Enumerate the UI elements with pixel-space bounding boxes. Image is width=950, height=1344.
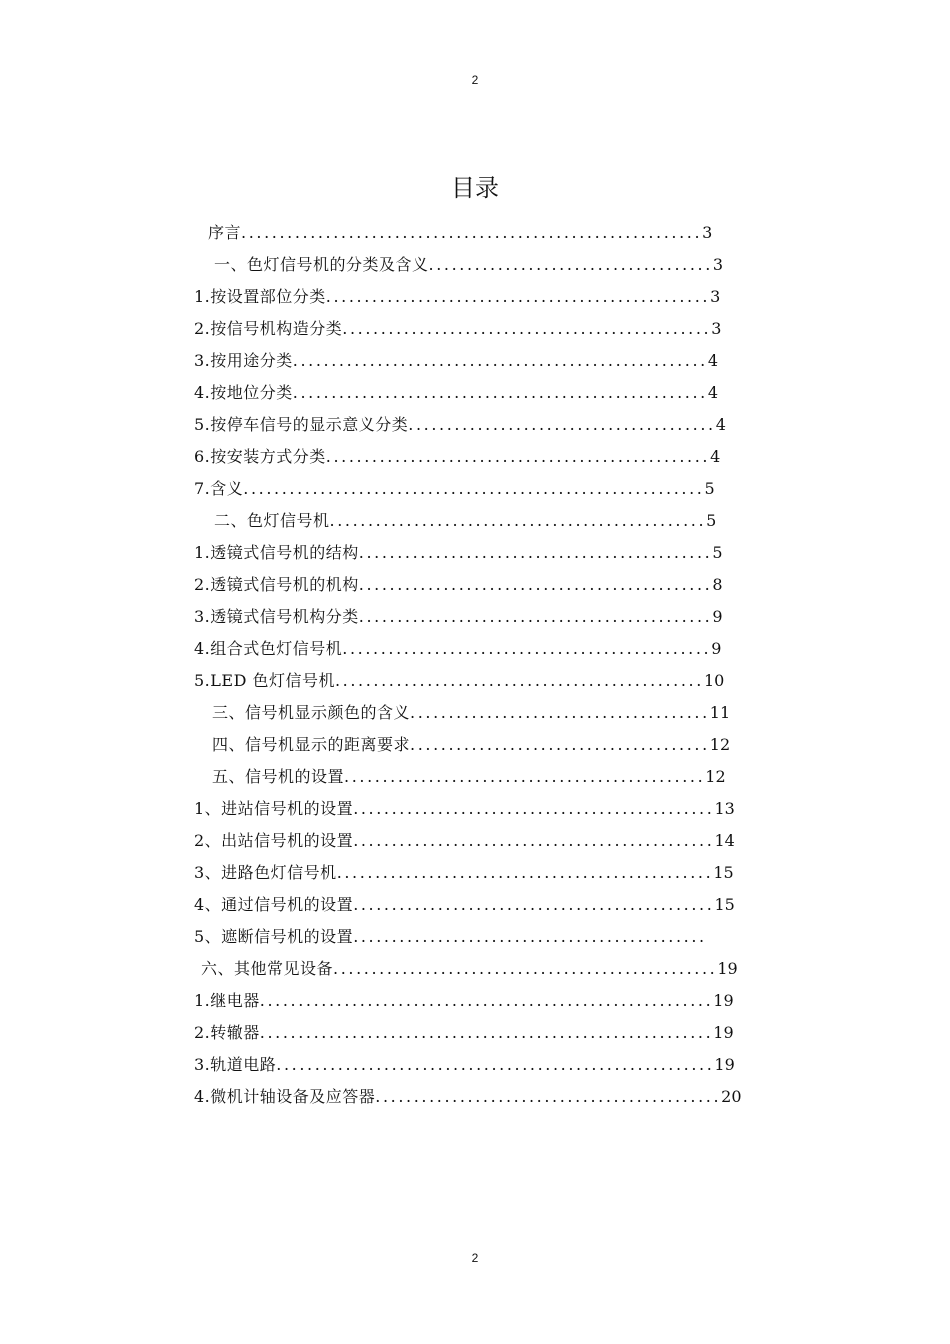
toc-entry-title: 六、其他常见设备 <box>201 959 334 978</box>
toc-leader-dots: ...................................................... <box>292 383 708 402</box>
toc-entry-title: 2.透镜式信号机的机构 <box>194 575 359 594</box>
toc-entry-title: 3.透镜式信号机构分类 <box>194 607 359 626</box>
toc-entry[interactable] <box>194 986 760 1016</box>
toc-entry-page: 3 <box>710 287 721 306</box>
toc-entry-title: 四、信号机显示的距离要求 <box>212 735 411 754</box>
toc-entry-page: 11 <box>709 703 731 722</box>
toc-leader-dots: .............................................. <box>353 927 707 946</box>
toc-entry-page: 5 <box>706 511 717 530</box>
toc-entry-title: 4、通过信号机的设置 <box>194 895 354 914</box>
toc-leader-dots: ......................................................... <box>276 1055 715 1074</box>
toc-entry-title: 1.按设置部位分类 <box>194 287 326 306</box>
toc-entry-page: 19 <box>714 1055 735 1074</box>
toc-entry-title: 1.继电器 <box>194 991 260 1010</box>
toc-entry-page: 3 <box>702 223 713 242</box>
toc-leader-dots: .............................................. <box>358 543 713 562</box>
toc-entry-page: 10 <box>703 671 725 690</box>
toc-entry[interactable] <box>194 314 741 344</box>
toc-entry[interactable] <box>194 442 741 472</box>
toc-entry-page: 4 <box>707 351 719 370</box>
toc-entry-title: 6.按安装方式分类 <box>194 447 326 466</box>
toc-entry[interactable] <box>194 922 730 952</box>
toc-entry[interactable] <box>194 538 741 568</box>
toc-entry[interactable] <box>194 346 741 376</box>
toc-entry[interactable] <box>194 282 741 312</box>
toc-entry-title: 五、信号机的设置 <box>212 767 345 786</box>
toc-entry[interactable] <box>212 698 748 728</box>
toc-entry-page: 19 <box>713 1023 734 1042</box>
toc-entry-page: 3 <box>712 255 724 274</box>
toc-entry-title: 序言 <box>208 223 242 242</box>
toc-entry[interactable] <box>194 858 751 888</box>
toc-entry-title: 二、色灯信号机 <box>214 511 330 530</box>
toc-entry-page: 15 <box>713 863 734 882</box>
toc-entry-title: 三、信号机显示颜色的含义 <box>212 703 411 722</box>
toc-entry-title: 5.LED 色灯信号机 <box>194 671 335 690</box>
toc-entry[interactable] <box>194 1018 760 1048</box>
toc-entry-page: 4 <box>707 383 719 402</box>
toc-entry-title: 2.按信号机构造分类 <box>194 319 343 338</box>
toc-leader-dots: ............................................... <box>353 799 715 818</box>
toc-entry-title: 7.含义 <box>194 479 244 498</box>
toc-entry[interactable] <box>201 954 757 984</box>
toc-leader-dots: ...................................................... <box>292 351 708 370</box>
toc-entry-page: 15 <box>714 895 735 914</box>
toc-entry-page: 9 <box>711 639 722 658</box>
toc-leader-dots: ............................................. <box>375 1087 722 1106</box>
toc-leader-dots: ................................................ <box>342 639 712 658</box>
toc-entry[interactable] <box>194 378 741 408</box>
toc-entry-title: 4.组合式色灯信号机 <box>194 639 343 658</box>
toc-entry-title: 1.透镜式信号机的结构 <box>194 543 359 562</box>
toc-leader-dots: .............................................. <box>358 607 713 626</box>
toc-leader-dots: ............................................... <box>353 895 715 914</box>
toc-leader-dots: ............................................... <box>344 767 706 786</box>
toc-leader-dots: ....................................... <box>410 735 710 754</box>
toc-entry-title: 5.按停车信号的显示意义分类 <box>194 415 409 434</box>
toc-entry[interactable] <box>194 666 746 696</box>
toc-leader-dots: ..................................... <box>428 255 713 274</box>
toc-entry-page: 5 <box>704 479 715 498</box>
toc-entry[interactable] <box>194 410 741 440</box>
toc-entry-page: 9 <box>712 607 723 626</box>
toc-leader-dots: ........................................................... <box>259 1023 714 1042</box>
toc-entry-title: 2.转辙器 <box>194 1023 260 1042</box>
toc-entry-title: 4.微机计轴设备及应答器 <box>194 1087 376 1106</box>
toc-leader-dots: ................................................. <box>329 511 707 530</box>
toc-entry-page: 12 <box>709 735 731 754</box>
toc-entry-title: 3.轨道电路 <box>194 1055 277 1074</box>
toc-leader-dots: .................................................. <box>325 287 711 306</box>
toc-leader-dots: ................................................. <box>336 863 714 882</box>
toc-leader-dots: ................................................ <box>335 671 704 690</box>
toc-entry[interactable] <box>194 570 741 600</box>
toc-entry-page: 12 <box>705 767 726 786</box>
toc-entry[interactable] <box>212 762 748 792</box>
toc-entry-title: 3、进路色灯信号机 <box>194 863 337 882</box>
toc-entry-page: 20 <box>721 1087 742 1106</box>
toc-leader-dots: ....................................... <box>410 703 710 722</box>
toc-entry[interactable] <box>194 826 751 856</box>
toc-entry[interactable] <box>208 218 740 248</box>
toc-entry[interactable] <box>194 634 741 664</box>
toc-entry-title: 一、色灯信号机的分类及含义 <box>214 255 429 274</box>
page-title: 目录 <box>451 174 499 202</box>
toc-leader-dots: ............................................................ <box>243 479 705 498</box>
toc-leader-dots: ............................................................ <box>241 223 703 242</box>
toc-entry-page: 8 <box>712 575 723 594</box>
toc-entry-title: 2、出站信号机的设置 <box>194 831 354 850</box>
toc-entry[interactable] <box>214 250 742 280</box>
toc-entry-page: 5 <box>712 543 723 562</box>
toc-entry-page: 3 <box>711 319 722 338</box>
toc-leader-dots: ........................................ <box>408 415 716 434</box>
toc-entry-title: 1、进站信号机的设置 <box>194 799 354 818</box>
toc-entry-page: 19 <box>713 991 734 1010</box>
toc-entry-page: 4 <box>715 415 726 434</box>
page-number-bottom: 2 <box>471 1251 479 1265</box>
toc-entry[interactable] <box>194 474 741 504</box>
toc-entry[interactable] <box>194 602 741 632</box>
toc-entry-page: 13 <box>714 799 735 818</box>
toc-entry[interactable] <box>212 730 748 760</box>
toc-leader-dots: ............................................... <box>353 831 715 850</box>
page-number-top: 2 <box>471 73 479 87</box>
toc-entry-title: 4.按地位分类 <box>194 383 293 402</box>
toc-leader-dots: .................................................. <box>325 447 711 466</box>
toc-leader-dots: .................................................. <box>333 959 718 978</box>
toc-entry[interactable] <box>194 1082 760 1112</box>
toc-entry-page: 4 <box>710 447 721 466</box>
toc-entry[interactable] <box>214 506 741 536</box>
toc-leader-dots: ........................................................... <box>259 991 714 1010</box>
toc-entry-page: 19 <box>717 959 738 978</box>
toc-leader-dots: .............................................. <box>358 575 713 594</box>
toc-entry-page: 14 <box>714 831 735 850</box>
toc-entry[interactable] <box>194 794 751 824</box>
toc-entry[interactable] <box>194 1050 760 1080</box>
toc-entry-title: 3.按用途分类 <box>194 351 293 370</box>
toc-entry-title: 5、遮断信号机的设置 <box>194 927 354 946</box>
toc-entry[interactable] <box>194 890 751 920</box>
toc-leader-dots: ................................................ <box>342 319 712 338</box>
